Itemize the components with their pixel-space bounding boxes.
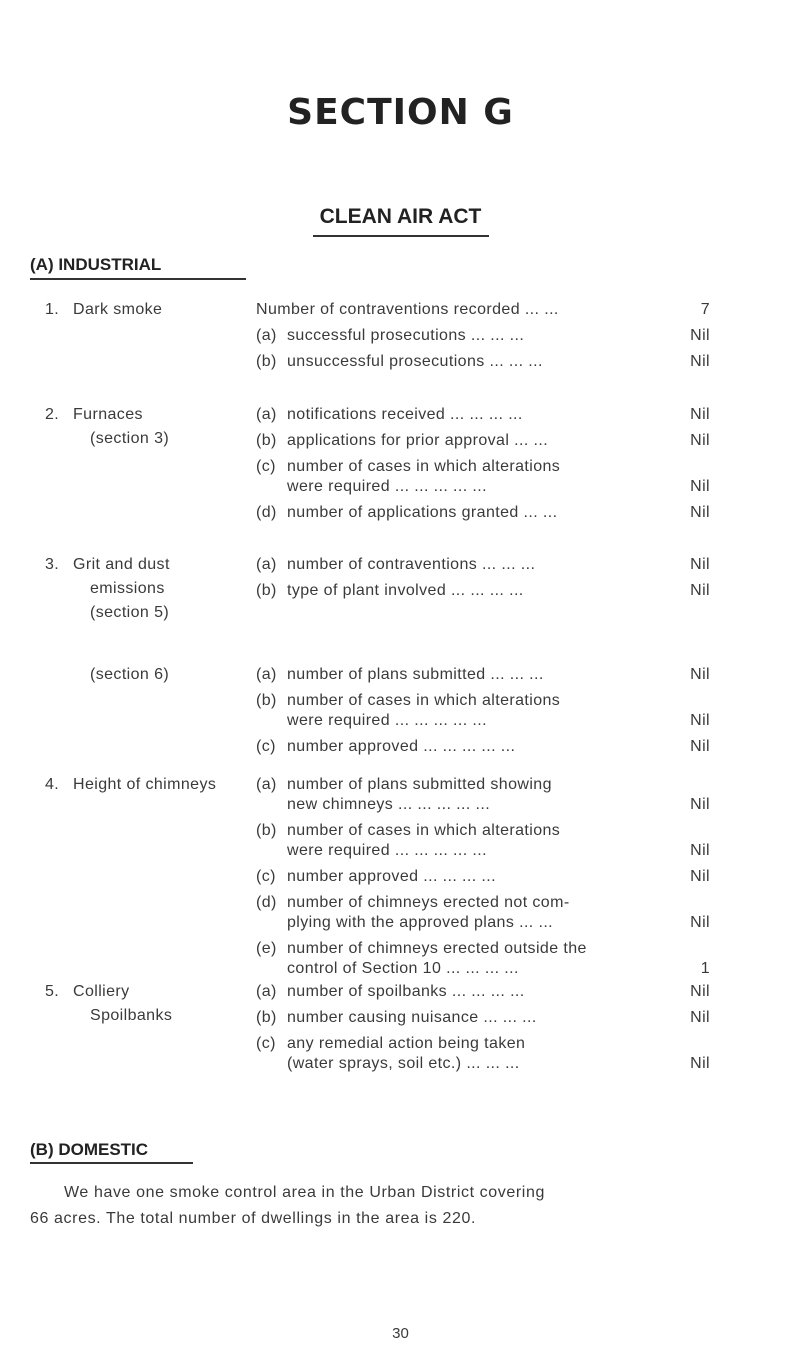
row-description: number approved ... ... ... ... ...	[287, 738, 516, 755]
item-topic: Grit and dust	[73, 556, 170, 573]
row-letter: (b)	[256, 692, 277, 709]
row-description: successful prosecutions ... ... ...	[287, 327, 525, 344]
row-letter: (a)	[256, 983, 277, 1000]
row-value: Nil	[690, 327, 710, 344]
row-description: were required ... ... ... ... ...	[287, 712, 487, 729]
row-value: Nil	[690, 504, 710, 521]
row-description: number of applications granted ... ...	[287, 504, 558, 521]
domestic-heading-underline	[30, 1162, 193, 1164]
row-value: 1	[700, 960, 710, 977]
act-title-underline	[313, 235, 489, 237]
row-description: number of chimneys erected outside the	[287, 940, 587, 957]
row-description: number of cases in which alterations	[287, 692, 561, 709]
item-number: 2.	[45, 406, 60, 423]
row-letter: (a)	[256, 666, 277, 683]
row-description: unsuccessful prosecutions ... ... ...	[287, 353, 543, 370]
row-value: Nil	[690, 983, 710, 1000]
row-letter: (a)	[256, 327, 277, 344]
row-description: new chimneys ... ... ... ... ...	[287, 796, 491, 813]
row-value: Nil	[690, 796, 710, 813]
domestic-heading: (B) DOMESTIC	[30, 1140, 149, 1159]
industrial-heading: (A) INDUSTRIAL	[30, 255, 162, 274]
row-value: Nil	[690, 666, 710, 683]
page-number: 30	[392, 1325, 409, 1342]
row-description: number of cases in which alterations	[287, 458, 561, 475]
item-number: 3.	[45, 556, 60, 573]
row-letter: (b)	[256, 1009, 277, 1026]
row-letter: (c)	[256, 1035, 276, 1052]
row-value: Nil	[690, 353, 710, 370]
row-description: (water sprays, soil etc.) ... ... ...	[287, 1055, 520, 1072]
row-value: Nil	[690, 1055, 710, 1072]
item-topic: (section 6)	[90, 666, 170, 683]
row-letter: (a)	[256, 776, 277, 793]
row-description: control of Section 10 ... ... ... ...	[287, 960, 519, 977]
row-description: notifications received ... ... ... ...	[287, 406, 523, 423]
row-description: were required ... ... ... ... ...	[287, 478, 487, 495]
row-value: Nil	[690, 842, 710, 859]
row-description: applications for prior approval ... ...	[287, 432, 549, 449]
row-letter: (c)	[256, 868, 276, 885]
item-topic: emissions	[90, 580, 165, 597]
row-description: type of plant involved ... ... ... ...	[287, 582, 524, 599]
item-topic: Height of chimneys	[73, 776, 217, 793]
row-value: Nil	[690, 406, 710, 423]
domestic-paragraph-line-1: We have one smoke control area in the Urban District covering	[64, 1184, 545, 1201]
row-letter: (a)	[256, 556, 277, 573]
row-description: Number of contraventions recorded ... ...	[256, 301, 559, 318]
row-letter: (a)	[256, 406, 277, 423]
row-letter: (b)	[256, 353, 277, 370]
row-value: Nil	[690, 868, 710, 885]
industrial-heading-underline	[30, 278, 246, 280]
item-topic: Dark smoke	[73, 301, 163, 318]
row-value: Nil	[690, 478, 710, 495]
act-title: CLEAN AIR ACT	[319, 205, 482, 228]
row-description: any remedial action being taken	[287, 1035, 526, 1052]
item-number: 1.	[45, 301, 60, 318]
row-description: were required ... ... ... ... ...	[287, 842, 487, 859]
row-description: number of plans submitted showing	[287, 776, 552, 793]
row-description: number of chimneys erected not com-	[287, 894, 570, 911]
row-letter: (d)	[256, 504, 277, 521]
item-topic: Furnaces	[73, 406, 143, 423]
row-value: Nil	[690, 432, 710, 449]
row-value: Nil	[690, 582, 710, 599]
item-topic: (section 5)	[90, 604, 170, 621]
row-description: number of plans submitted ... ... ...	[287, 666, 544, 683]
row-letter: (d)	[256, 894, 277, 911]
row-description: number of contraventions ... ... ...	[287, 556, 536, 573]
item-topic: Colliery	[73, 983, 130, 1000]
row-value: 7	[700, 301, 710, 318]
row-description: number causing nuisance ... ... ...	[287, 1009, 537, 1026]
row-value: Nil	[690, 712, 710, 729]
item-number: 4.	[45, 776, 60, 793]
item-topic: (section 3)	[90, 430, 170, 447]
row-letter: (b)	[256, 432, 277, 449]
row-description: number of cases in which alterations	[287, 822, 561, 839]
row-description: number approved ... ... ... ...	[287, 868, 496, 885]
domestic-paragraph-line-2: 66 acres. The total number of dwellings in the area is 220.	[30, 1210, 477, 1227]
row-description: plying with the approved plans ... ...	[287, 914, 554, 931]
row-description: number of spoilbanks ... ... ... ...	[287, 983, 525, 1000]
item-topic: Spoilbanks	[90, 1007, 173, 1024]
row-letter: (b)	[256, 582, 277, 599]
row-letter: (c)	[256, 738, 276, 755]
row-value: Nil	[690, 556, 710, 573]
row-value: Nil	[690, 1009, 710, 1026]
item-number: 5.	[45, 983, 60, 1000]
row-letter: (b)	[256, 822, 277, 839]
row-value: Nil	[690, 914, 710, 931]
row-letter: (e)	[256, 940, 277, 957]
row-value: Nil	[690, 738, 710, 755]
section-title: SECTION G	[287, 92, 514, 133]
row-letter: (c)	[256, 458, 276, 475]
